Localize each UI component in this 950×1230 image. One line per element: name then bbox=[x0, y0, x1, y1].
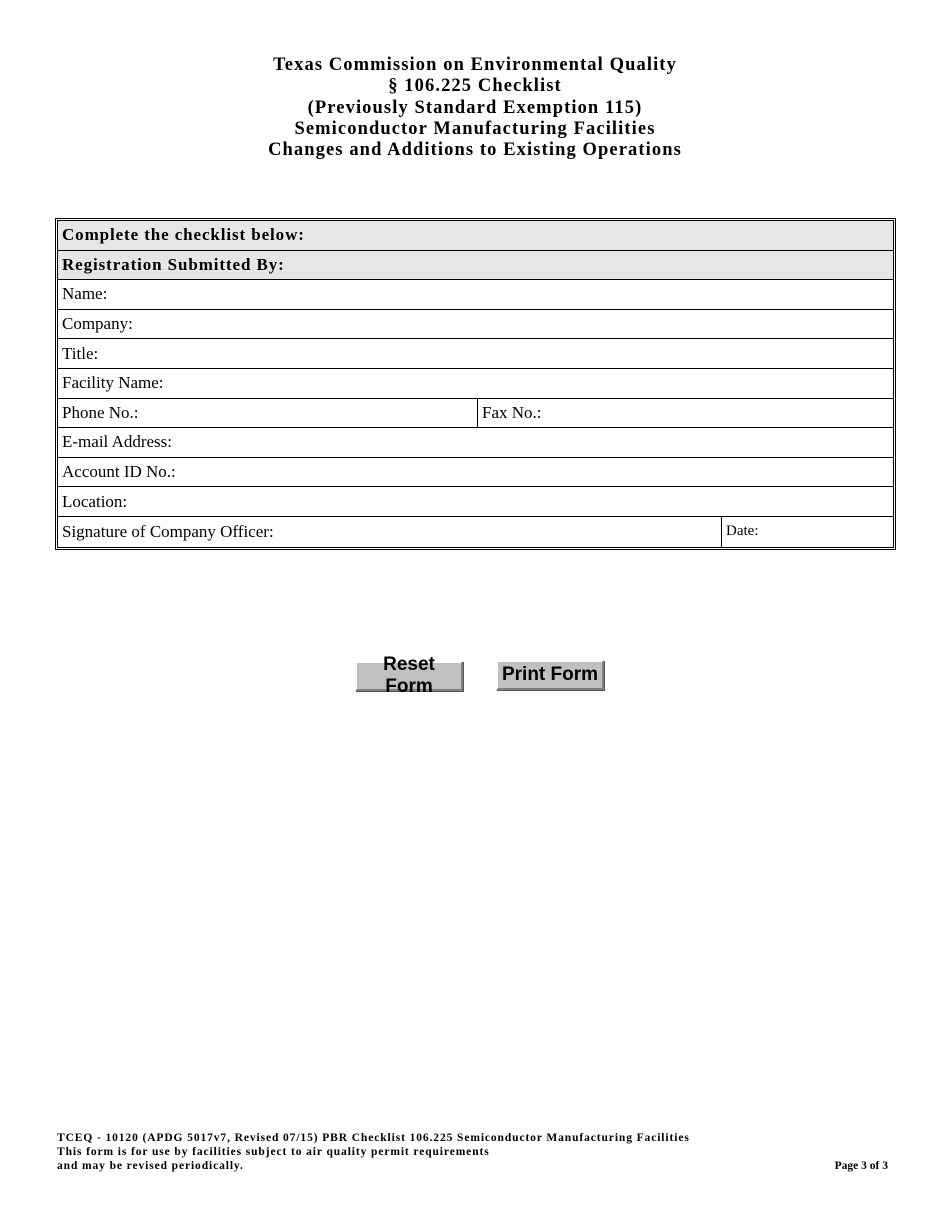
registration-form-table bbox=[55, 218, 896, 550]
fax-label: Fax No.: bbox=[482, 402, 542, 422]
footer-form-id: TCEQ - 10120 (APDG 5017v7, Revised 07/15) PBR Checklist 106.225 Semiconductor Manufacturing Facilities bbox=[57, 1132, 690, 1144]
fax-field[interactable] bbox=[478, 399, 893, 428]
phone-field[interactable] bbox=[58, 399, 478, 428]
footer-text bbox=[57, 1131, 690, 1173]
checklist-number: § 106.225 Checklist bbox=[388, 76, 562, 97]
footer-revision-note: and may be revised periodically. bbox=[57, 1160, 244, 1172]
title-label: Title: bbox=[62, 343, 99, 363]
document-header bbox=[0, 55, 950, 161]
agency-title: Texas Commission on Environmental Quality bbox=[273, 55, 677, 75]
name-field[interactable] bbox=[58, 280, 893, 310]
facility-name-label: Facility Name: bbox=[62, 373, 164, 393]
print-form-button[interactable]: Print Form bbox=[496, 660, 604, 690]
location-label: Location: bbox=[62, 491, 128, 511]
facility-type: Semiconductor Manufacturing Facilities bbox=[294, 118, 656, 139]
name-label: Name: bbox=[62, 284, 108, 304]
phone-fax-row bbox=[58, 399, 893, 429]
form-subject: Changes and Additions to Existing Operations bbox=[268, 140, 682, 161]
title-field[interactable] bbox=[58, 339, 893, 369]
email-label: E-mail Address: bbox=[62, 432, 173, 452]
previous-exemption: (Previously Standard Exemption 115) bbox=[307, 97, 643, 118]
company-field[interactable] bbox=[58, 310, 893, 340]
email-field[interactable] bbox=[58, 428, 893, 458]
signature-field[interactable] bbox=[58, 517, 722, 547]
location-field[interactable] bbox=[58, 487, 893, 517]
reset-form-button[interactable]: Reset Form bbox=[355, 661, 463, 691]
date-label: Date: bbox=[726, 523, 759, 540]
signature-label: Signature of Company Officer: bbox=[62, 521, 274, 541]
instruction-row bbox=[58, 221, 893, 251]
section-title-label: Registration Submitted By: bbox=[62, 254, 285, 274]
page-number: Page 3 of 3 bbox=[834, 1160, 888, 1172]
phone-label: Phone No.: bbox=[62, 402, 139, 422]
company-label: Company: bbox=[62, 314, 133, 334]
facility-name-field[interactable] bbox=[58, 369, 893, 399]
date-field[interactable] bbox=[722, 517, 893, 547]
signature-date-row bbox=[58, 517, 893, 547]
instruction-label: Complete the checklist below: bbox=[62, 225, 305, 245]
account-id-label: Account ID No.: bbox=[62, 462, 176, 482]
account-id-field[interactable] bbox=[58, 458, 893, 488]
section-title-row bbox=[58, 251, 893, 281]
footer-usage-note: This form is for use by facilities subject to air quality permit requirements bbox=[57, 1146, 490, 1158]
